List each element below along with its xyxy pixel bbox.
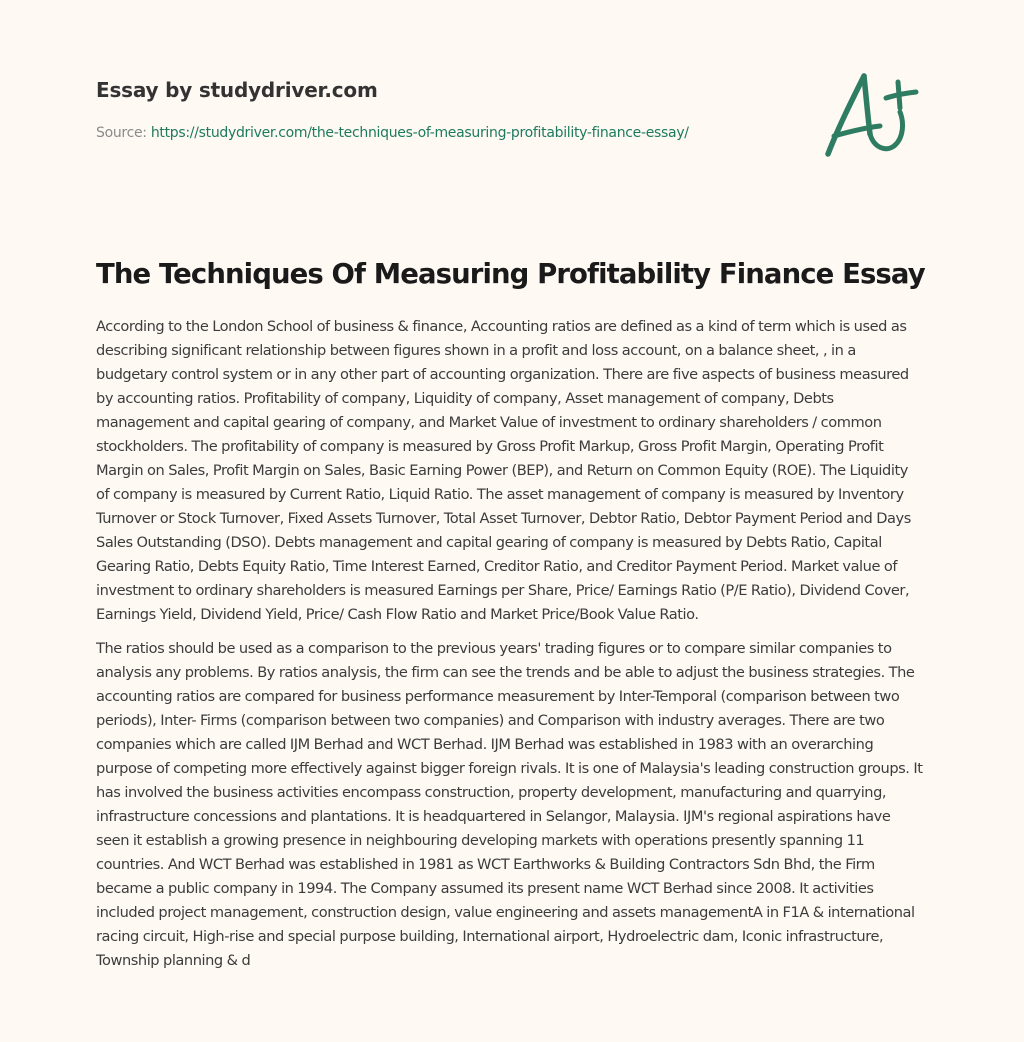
essay-body xyxy=(96,315,924,983)
site-title: Essay by studydriver.com xyxy=(96,78,378,102)
essay-paragraph-1: According to the London School of business & finance, Accounting ratios are defined as a kind of term which is used as describing significant relationship between figures shown in a profit and loss account, on a balance sheet, , in a budgetary control system or in any other part of accounting organization. There are five aspects of business measured by accounting ratios. Profitability of company, Liquidity of company, Asset management of company, Debts management and capital gearing of company, and Market Value of investment to ordinary shareholders / common stockholders. The profitability of company is measured by Gross Profit Markup, Gross Profit Margin, Operating Profit Margin on Sales, Profit Margin on Sales, Basic Earning Power (BEP), and Return on Common Equity (ROE). The Liquidity of company is measured by Current Ratio, Liquid Ratio. The asset management of company is measured by Inventory Turnover or Stock Turnover, Fixed Assets Turnover, Total Asset Turnover, Debtor Ratio, Debtor Payment Period and Days Sales Outstanding (DSO). Debts management and capital gearing of company is measured by Debts Ratio, Capital Gearing Ratio, Debts Equity Ratio, Time Interest Earned, Creditor Ratio, and Creditor Payment Period. Market value of investment to ordinary shareholders is measured Earnings per Share, Price/ Earnings Ratio (P/E Ratio), Dividend Cover, Earnings Yield, Dividend Yield, Price/ Cash Flow Ratio and Market Price/Book Value Ratio. xyxy=(96,318,911,623)
essay-title: The Techniques Of Measuring Profitability Finance Essay xyxy=(96,258,925,290)
a-plus-grade-icon xyxy=(820,62,932,166)
source-line xyxy=(96,123,796,143)
essay-header xyxy=(96,76,796,143)
source-label: Source: xyxy=(96,125,147,141)
source-link[interactable]: https://studydriver.com/the-techniques-of-measuring-profitability-finance-essay/ xyxy=(150,125,689,141)
essay-paragraph-2: The ratios should be used as a comparison to the previous years' trading figures or to compare similar companies to analysis any problems. By ratios analysis, the firm can see the trends and be able to adjust the business strategies. The accounting ratios are compared for business performance measurement by Inter-Temporal (comparison between two periods), Inter- Firms (comparison between two companies) and Comparison with industry averages. There are two companies which are called IJM Berhad and WCT Berhad. IJM Berhad was established in 1983 with an overarching purpose of competing more effectively against bigger foreign rivals. It is one of Malaysia's leading construction groups. It has involved the business activities encompass construction, property development, manufacturing and quarrying, infrastructure concessions and plantations. It is headquartered in Selangor, Malaysia. IJM's regional aspirations have seen it establish a growing presence in neighbouring developing markets with operations presently spanning 11 countries. And WCT Berhad was established in 1981 as WCT Earthworks & Building Contractors Sdn Bhd, the Firm became a public company in 1994. The Company assumed its present name WCT Berhad since 2008. It activities included project management, construction design, value engineering and assets managementA in F1A & international racing circuit, High-rise and special purpose building, International airport, Hydroelectric dam, Iconic infrastructure, Township planning & d xyxy=(96,640,923,969)
